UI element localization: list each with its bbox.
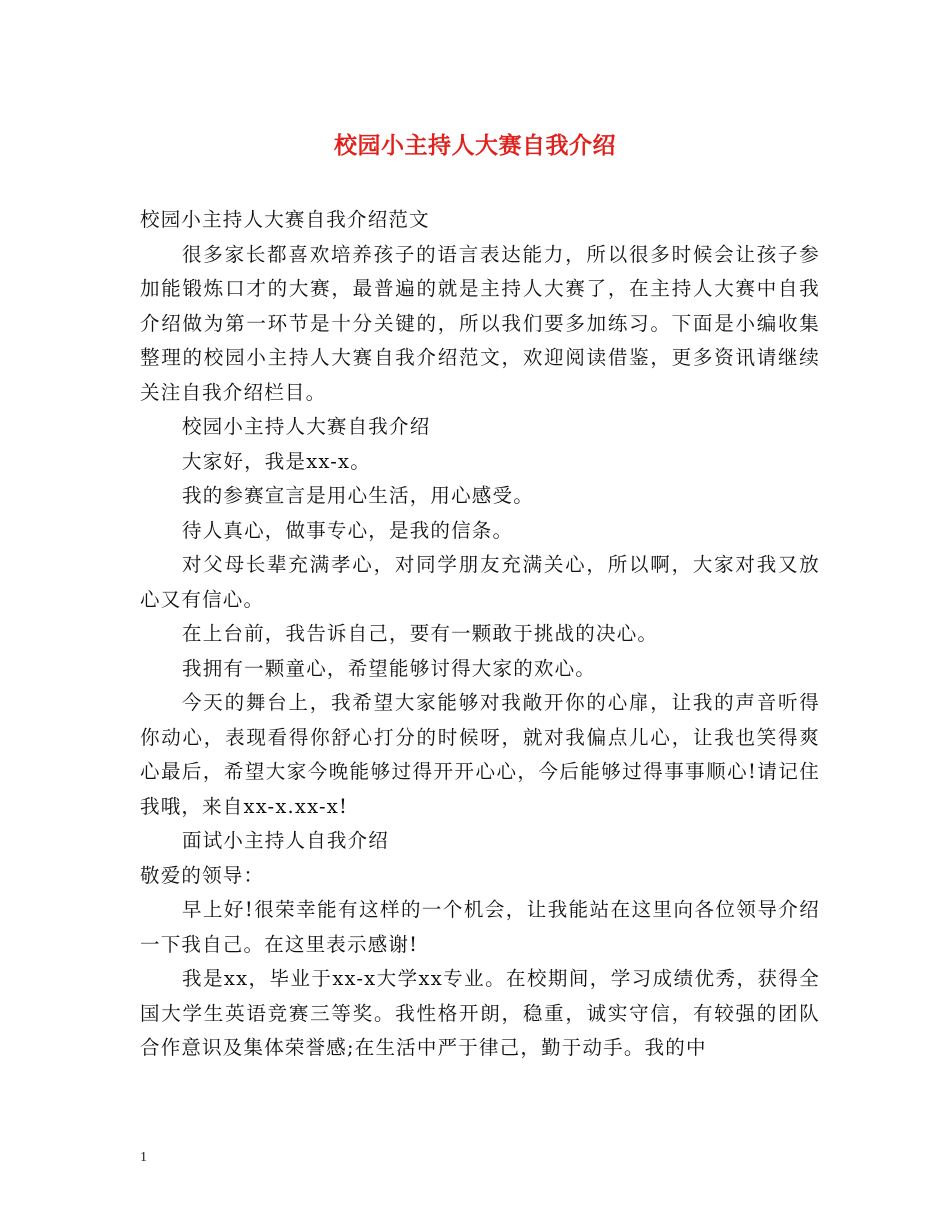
page-number: 1 xyxy=(140,1150,147,1165)
paragraph: 在上台前，我告诉自己，要有一颗敢于挑战的决心。 xyxy=(182,622,659,645)
paragraph: 我的参赛宣言是用心生活，用心感受。 xyxy=(182,484,534,507)
paragraph: 待人真心，做事专心，是我的信条。 xyxy=(182,518,514,542)
paragraph: 很多家长都喜欢培养孩子的语言表达能力，所以很多时候会让孩子参加能锻炼口才的大赛，最普遍的就是主持人大赛了，在主持人大赛中自我介绍做为第一环节是十分关键的，所以我们要多加练习。下面是小编收集整理的校园小主持人大赛自我介绍范文，欢迎阅读借鉴，更多资讯请继续关注自我介绍栏目。 xyxy=(140,242,820,404)
paragraph: 我拥有一颗童心，希望能够讨得大家的欢心。 xyxy=(182,656,597,680)
document-title: 校园小主持人大赛自我介绍 xyxy=(334,132,616,159)
paragraph: 大家好，我是xx-x。 xyxy=(182,449,371,473)
paragraph: 对父母长辈充满孝心，对同学朋友充满关心，所以啊，大家对我又放心又有信心。 xyxy=(140,553,820,611)
paragraph: 敬爱的领导： xyxy=(140,863,265,887)
paragraph: 今天的舞台上，我希望大家能够对我敞开你的心扉，让我的声音听得你动心，表现看得你舒心打分的时候呀，就对我偏点儿心，让我也笑得爽心最后，希望大家今晚能够过得开开心心，今后能够过得事事顺心!请记住我哦，来自xx-x.xx-x! xyxy=(140,691,820,818)
paragraph: 校园小主持人大赛自我介绍 xyxy=(182,415,431,438)
paragraph: 校园小主持人大赛自我介绍范文 xyxy=(140,208,430,231)
paragraph: 早上好!很荣幸能有这样的一个机会，让我能站在这里向各位领导介绍一下我自己。在这里表示感谢! xyxy=(140,898,820,956)
document-body xyxy=(140,203,820,1066)
paragraph: 我是xx，毕业于xx-x大学xx专业。在校期间，学习成绩优秀，获得全国大学生英语竞赛三等奖。我性格开朗，稳重，诚实守信，有较强的团队合作意识及集体荣誉感;在生活中严于律己，勤于动手。我的中 xyxy=(140,967,820,1059)
paragraph: 面试小主持人自我介绍 xyxy=(182,829,390,852)
